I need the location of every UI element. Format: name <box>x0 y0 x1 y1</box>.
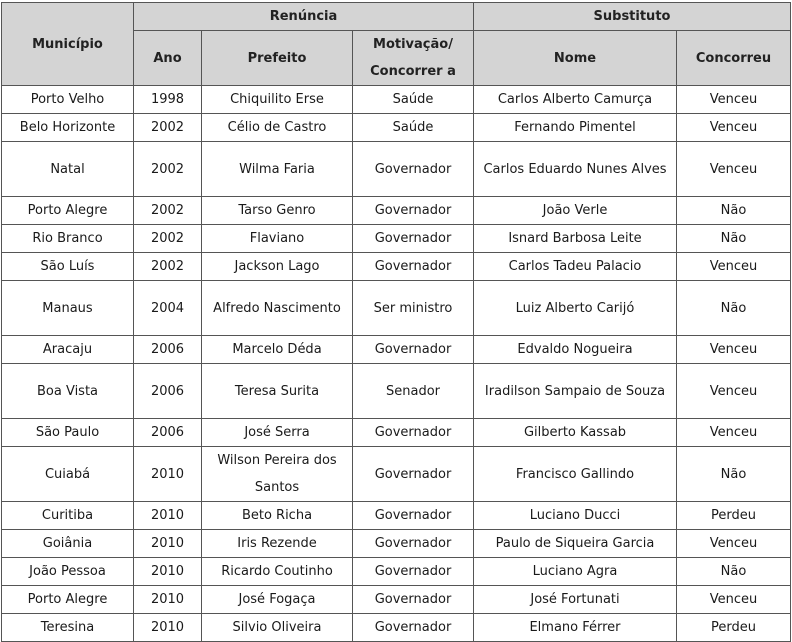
header-renuncia: Renúncia <box>134 3 474 31</box>
cell-nome: Fernando Pimentel <box>474 114 677 142</box>
cell-concorreu: Venceu <box>677 586 791 614</box>
cell-concorreu: Venceu <box>677 419 791 447</box>
cell-prefeito: José Fogaça <box>202 586 353 614</box>
cell-motivacao: Saúde <box>353 114 474 142</box>
cell-nome: Elmano Férrer <box>474 614 677 642</box>
cell-prefeito: Iris Rezende <box>202 530 353 558</box>
cell-nome: Luciano Ducci <box>474 502 677 530</box>
table-row <box>2 558 791 586</box>
cell-concorreu: Perdeu <box>677 614 791 642</box>
cell-prefeito: Chiquilito Erse <box>202 86 353 114</box>
table-row <box>2 586 791 614</box>
cell-ano: 2010 <box>134 447 202 502</box>
cell-municipio: Natal <box>2 142 134 197</box>
table-row <box>2 502 791 530</box>
table-row <box>2 253 791 281</box>
cell-prefeito: José Serra <box>202 419 353 447</box>
cell-prefeito: Beto Richa <box>202 502 353 530</box>
cell-concorreu: Venceu <box>677 142 791 197</box>
cell-municipio: Porto Velho <box>2 86 134 114</box>
cell-prefeito: Teresa Surita <box>202 364 353 419</box>
cell-concorreu: Não <box>677 197 791 225</box>
cell-ano: 2010 <box>134 530 202 558</box>
cell-prefeito: Tarso Genro <box>202 197 353 225</box>
cell-concorreu: Venceu <box>677 253 791 281</box>
header-motivacao: Motivação/ Concorrer a <box>353 31 474 86</box>
cell-nome: Isnard Barbosa Leite <box>474 225 677 253</box>
cell-municipio: Cuiabá <box>2 447 134 502</box>
header-nome: Nome <box>474 31 677 86</box>
cell-nome: Gilberto Kassab <box>474 419 677 447</box>
cell-prefeito: Wilma Faria <box>202 142 353 197</box>
table-row <box>2 281 791 336</box>
cell-motivacao: Governador <box>353 558 474 586</box>
cell-ano: 2004 <box>134 281 202 336</box>
table-row <box>2 336 791 364</box>
cell-motivacao: Governador <box>353 225 474 253</box>
cell-ano: 2002 <box>134 253 202 281</box>
cell-concorreu: Perdeu <box>677 502 791 530</box>
cell-motivacao: Ser ministro <box>353 281 474 336</box>
cell-nome: Carlos Alberto Camurça <box>474 86 677 114</box>
cell-ano: 2010 <box>134 502 202 530</box>
cell-prefeito: Wilson Pereira dos Santos <box>202 447 353 502</box>
cell-municipio: Porto Alegre <box>2 586 134 614</box>
cell-nome: Edvaldo Nogueira <box>474 336 677 364</box>
cell-municipio: Goiânia <box>2 530 134 558</box>
cell-concorreu: Não <box>677 281 791 336</box>
cell-motivacao: Governador <box>353 502 474 530</box>
cell-municipio: João Pessoa <box>2 558 134 586</box>
cell-concorreu: Não <box>677 447 791 502</box>
cell-concorreu: Não <box>677 558 791 586</box>
table-row <box>2 142 791 197</box>
table-body <box>2 86 791 642</box>
cell-concorreu: Venceu <box>677 530 791 558</box>
cell-nome: Paulo de Siqueira Garcia <box>474 530 677 558</box>
cell-municipio: São Paulo <box>2 419 134 447</box>
cell-concorreu: Venceu <box>677 336 791 364</box>
cell-motivacao: Governador <box>353 142 474 197</box>
table-row <box>2 225 791 253</box>
cell-nome: José Fortunati <box>474 586 677 614</box>
table-row <box>2 364 791 419</box>
cell-motivacao: Governador <box>353 530 474 558</box>
cell-concorreu: Venceu <box>677 114 791 142</box>
cell-ano: 2002 <box>134 114 202 142</box>
cell-motivacao: Saúde <box>353 86 474 114</box>
table-row <box>2 447 791 502</box>
table-row <box>2 86 791 114</box>
cell-municipio: Belo Horizonte <box>2 114 134 142</box>
mayor-resignation-table <box>1 2 791 642</box>
table-row <box>2 614 791 642</box>
cell-ano: 2010 <box>134 586 202 614</box>
cell-ano: 2002 <box>134 225 202 253</box>
cell-ano: 1998 <box>134 86 202 114</box>
header-municipio: Município <box>2 3 134 86</box>
cell-motivacao: Governador <box>353 253 474 281</box>
cell-motivacao: Governador <box>353 614 474 642</box>
cell-nome: Carlos Tadeu Palacio <box>474 253 677 281</box>
cell-prefeito: Ricardo Coutinho <box>202 558 353 586</box>
cell-municipio: Manaus <box>2 281 134 336</box>
cell-ano: 2002 <box>134 197 202 225</box>
header-prefeito: Prefeito <box>202 31 353 86</box>
cell-municipio: Boa Vista <box>2 364 134 419</box>
cell-nome: Luiz Alberto Carijó <box>474 281 677 336</box>
cell-prefeito: Flaviano <box>202 225 353 253</box>
cell-ano: 2010 <box>134 614 202 642</box>
cell-ano: 2006 <box>134 336 202 364</box>
cell-prefeito: Marcelo Déda <box>202 336 353 364</box>
cell-municipio: Porto Alegre <box>2 197 134 225</box>
table-row <box>2 419 791 447</box>
header-substituto: Substituto <box>474 3 791 31</box>
cell-nome: Iradilson Sampaio de Souza <box>474 364 677 419</box>
table-row <box>2 114 791 142</box>
table-row <box>2 530 791 558</box>
cell-municipio: Aracaju <box>2 336 134 364</box>
cell-motivacao: Governador <box>353 336 474 364</box>
cell-prefeito: Silvio Oliveira <box>202 614 353 642</box>
cell-ano: 2010 <box>134 558 202 586</box>
cell-ano: 2006 <box>134 419 202 447</box>
cell-municipio: Teresina <box>2 614 134 642</box>
cell-motivacao: Senador <box>353 364 474 419</box>
cell-municipio: São Luís <box>2 253 134 281</box>
cell-nome: Carlos Eduardo Nunes Alves <box>474 142 677 197</box>
cell-municipio: Curitiba <box>2 502 134 530</box>
cell-nome: João Verle <box>474 197 677 225</box>
cell-motivacao: Governador <box>353 419 474 447</box>
cell-prefeito: Jackson Lago <box>202 253 353 281</box>
cell-concorreu: Venceu <box>677 86 791 114</box>
header-concorreu: Concorreu <box>677 31 791 86</box>
cell-ano: 2006 <box>134 364 202 419</box>
cell-prefeito: Alfredo Nascimento <box>202 281 353 336</box>
table-row <box>2 197 791 225</box>
cell-ano: 2002 <box>134 142 202 197</box>
cell-prefeito: Célio de Castro <box>202 114 353 142</box>
header-ano: Ano <box>134 31 202 86</box>
cell-nome: Luciano Agra <box>474 558 677 586</box>
cell-concorreu: Não <box>677 225 791 253</box>
cell-motivacao: Governador <box>353 197 474 225</box>
cell-motivacao: Governador <box>353 586 474 614</box>
cell-motivacao: Governador <box>353 447 474 502</box>
cell-municipio: Rio Branco <box>2 225 134 253</box>
cell-concorreu: Venceu <box>677 364 791 419</box>
cell-nome: Francisco Gallindo <box>474 447 677 502</box>
